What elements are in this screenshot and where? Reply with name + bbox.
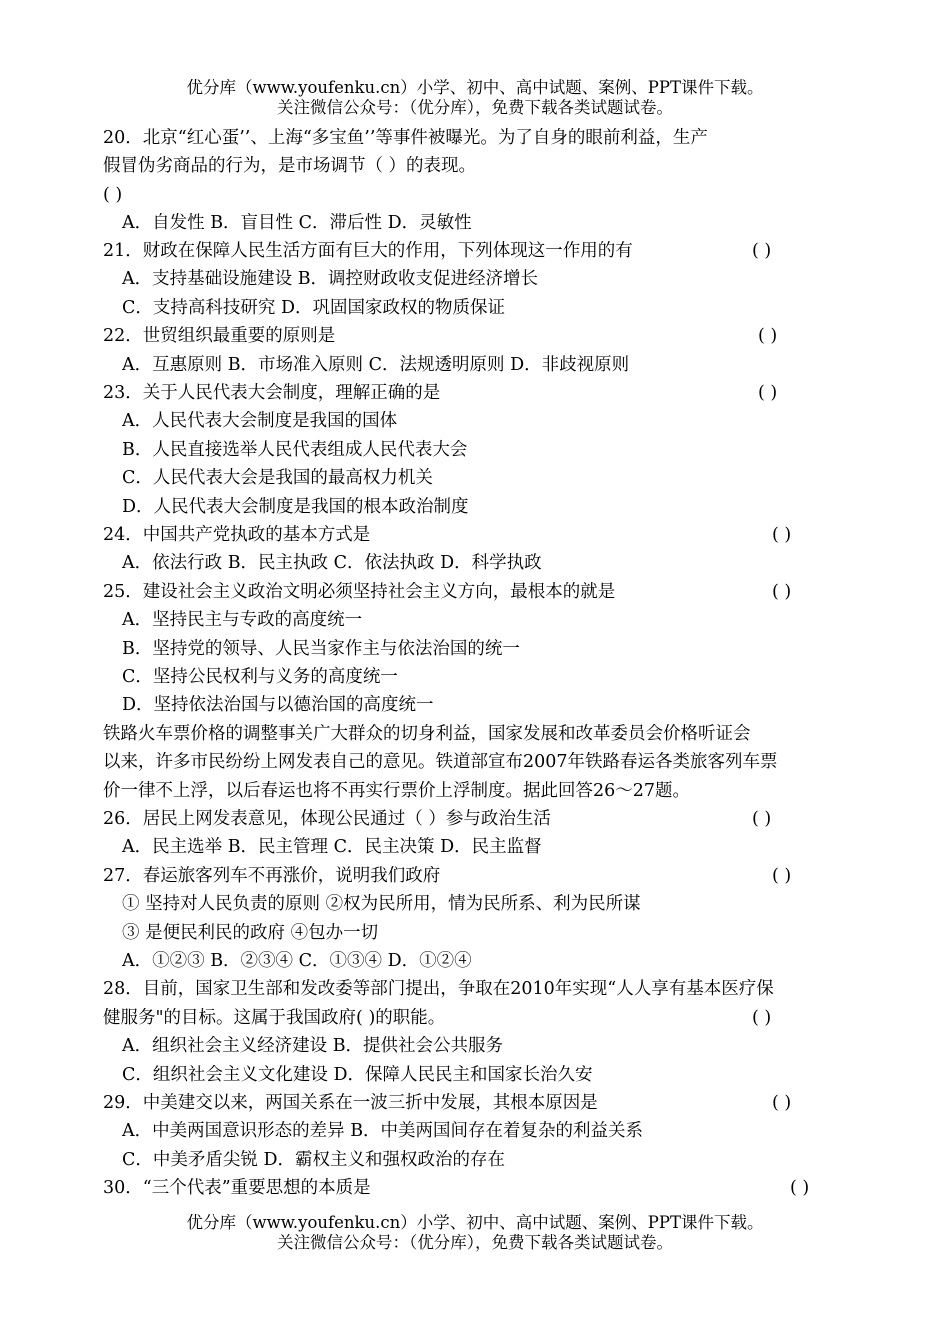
question-21: 21．财政在保障人民生活方面有巨大的作用，下列体现这一作用的有	[103, 241, 633, 261]
question-27-statements-1: ① 坚持对人民负责的原则 ②权为民所用，情为民所系、利为民所谋	[122, 894, 641, 914]
passage-line-2: 以来，许多市民纷纷上网发表自己的意见。铁道部宣布2007年铁路春运各类旅客列车票	[103, 752, 778, 772]
question-29: 29．中美建交以来，两国关系在一波三折中发展，其根本原因是	[103, 1093, 598, 1113]
question-23-option-a: A．人民代表大会制度是我国的国体	[122, 411, 398, 431]
question-25-option-d: D．坚持依法治国与以德治国的高度统一	[122, 695, 434, 715]
question-23: 23．关于人民代表大会制度，理解正确的是	[103, 383, 441, 403]
question-28-line-2: 健服务"的目标。这属于我国政府( )的职能。	[103, 1008, 446, 1028]
answer-bracket-29: ( )	[772, 1093, 792, 1113]
footer-line-1: 优分库（www.youfenku.cn）小学、初中、高中试题、案例、PPT课件下载。	[186, 1213, 764, 1232]
header-line-2: 关注微信公众号：（优分库），免费下载各类试题试卷。	[277, 98, 673, 117]
answer-bracket-21: ( )	[752, 241, 772, 261]
question-24: 24．中国共产党执政的基本方式是	[103, 525, 371, 545]
question-21-options-1: A．支持基础设施建设 B．调控财政收支促进经济增长	[122, 269, 539, 289]
question-28-options-2: C．组织社会主义文化建设 D．保障人民民主和国家长治久安	[122, 1065, 593, 1085]
question-20-bracket: ( )	[103, 185, 123, 205]
question-20-options: A．自发性 B．盲目性 C．滞后性 D．灵敏性	[122, 213, 472, 233]
answer-bracket-30: ( )	[790, 1178, 810, 1198]
answer-bracket-23: ( )	[758, 383, 778, 403]
question-28-line-1: 28．目前，国家卫生部和发改委等部门提出，争取在2010年实现“人人享有基本医疗保	[103, 979, 774, 999]
answer-bracket-26: ( )	[752, 809, 772, 829]
answer-bracket-22: ( )	[758, 326, 778, 346]
question-29-options-2: C．中美矛盾尖锐 D．霸权主义和强权政治的存在	[122, 1150, 505, 1170]
question-25-option-a: A．坚持民主与专政的高度统一	[122, 610, 363, 630]
question-26-options: A．民主选举 B．民主管理 C．民主决策 D．民主监督	[122, 837, 542, 857]
question-20-line-1: 20．北京“红心蛋’’、上海“多宝鱼’’等事件被曝光。为了自身的眼前利益，生产	[103, 128, 708, 148]
question-30: 30．“三个代表”重要思想的本质是	[103, 1178, 371, 1198]
footer-line-2: 关注微信公众号：（优分库），免费下载各类试题试卷。	[277, 1233, 673, 1252]
question-28-options-1: A．组织社会主义经济建设 B．提供社会公共服务	[122, 1036, 504, 1056]
answer-bracket-28: ( )	[752, 1008, 772, 1028]
question-25: 25．建设社会主义政治文明必须坚持社会主义方向，最根本的就是	[103, 582, 616, 602]
answer-bracket-24: ( )	[772, 525, 792, 545]
question-29-options-1: A．中美两国意识形态的差异 B．中美两国间存在着复杂的利益关系	[122, 1121, 644, 1141]
question-27-options: A．①②③ B．②③④ C．①③④ D．①②④	[122, 951, 472, 971]
question-23-option-b: B．人民直接选举人民代表组成人民代表大会	[122, 440, 468, 460]
question-21-options-2: C．支持高科技研究 D．巩固国家政权的物质保证	[122, 298, 505, 318]
question-22: 22．世贸组织最重要的原则是	[103, 326, 336, 346]
header-line-1: 优分库（www.youfenku.cn）小学、初中、高中试题、案例、PPT课件下载。	[186, 78, 764, 97]
question-24-options: A．依法行政 B．民主执政 C．依法执政 D．科学执政	[122, 553, 542, 573]
passage-line-3: 价一律不上浮，以后春运也将不再实行票价上浮制度。据此回答26～27题。	[103, 781, 691, 801]
question-22-options: A．互惠原则 B．市场准入原则 C．法规透明原则 D．非歧视原则	[122, 355, 630, 375]
question-27-statements-2: ③ 是便民利民的政府 ④包办一切	[122, 923, 379, 943]
question-27: 27．春运旅客列车不再涨价，说明我们政府	[103, 866, 441, 886]
answer-bracket-27: ( )	[772, 866, 792, 886]
question-23-option-c: C．人民代表大会是我国的最高权力机关	[122, 468, 433, 488]
question-23-option-d: D．人民代表大会制度是我国的根本政治制度	[122, 497, 469, 517]
question-20-line-2: 假冒伪劣商品的行为，是市场调节（ ）的表现。	[103, 156, 477, 176]
question-25-option-b: B．坚持党的领导、人民当家作主与依法治国的统一	[122, 639, 520, 659]
question-25-option-c: C．坚持公民权利与义务的高度统一	[122, 667, 398, 687]
question-26: 26．居民上网发表意见，体现公民通过（ ）参与政治生活	[103, 809, 551, 829]
passage-line-1: 铁路火车票价格的调整事关广大群众的切身利益，国家发展和改革委员会价格听证会	[103, 724, 751, 744]
answer-bracket-25: ( )	[772, 582, 792, 602]
